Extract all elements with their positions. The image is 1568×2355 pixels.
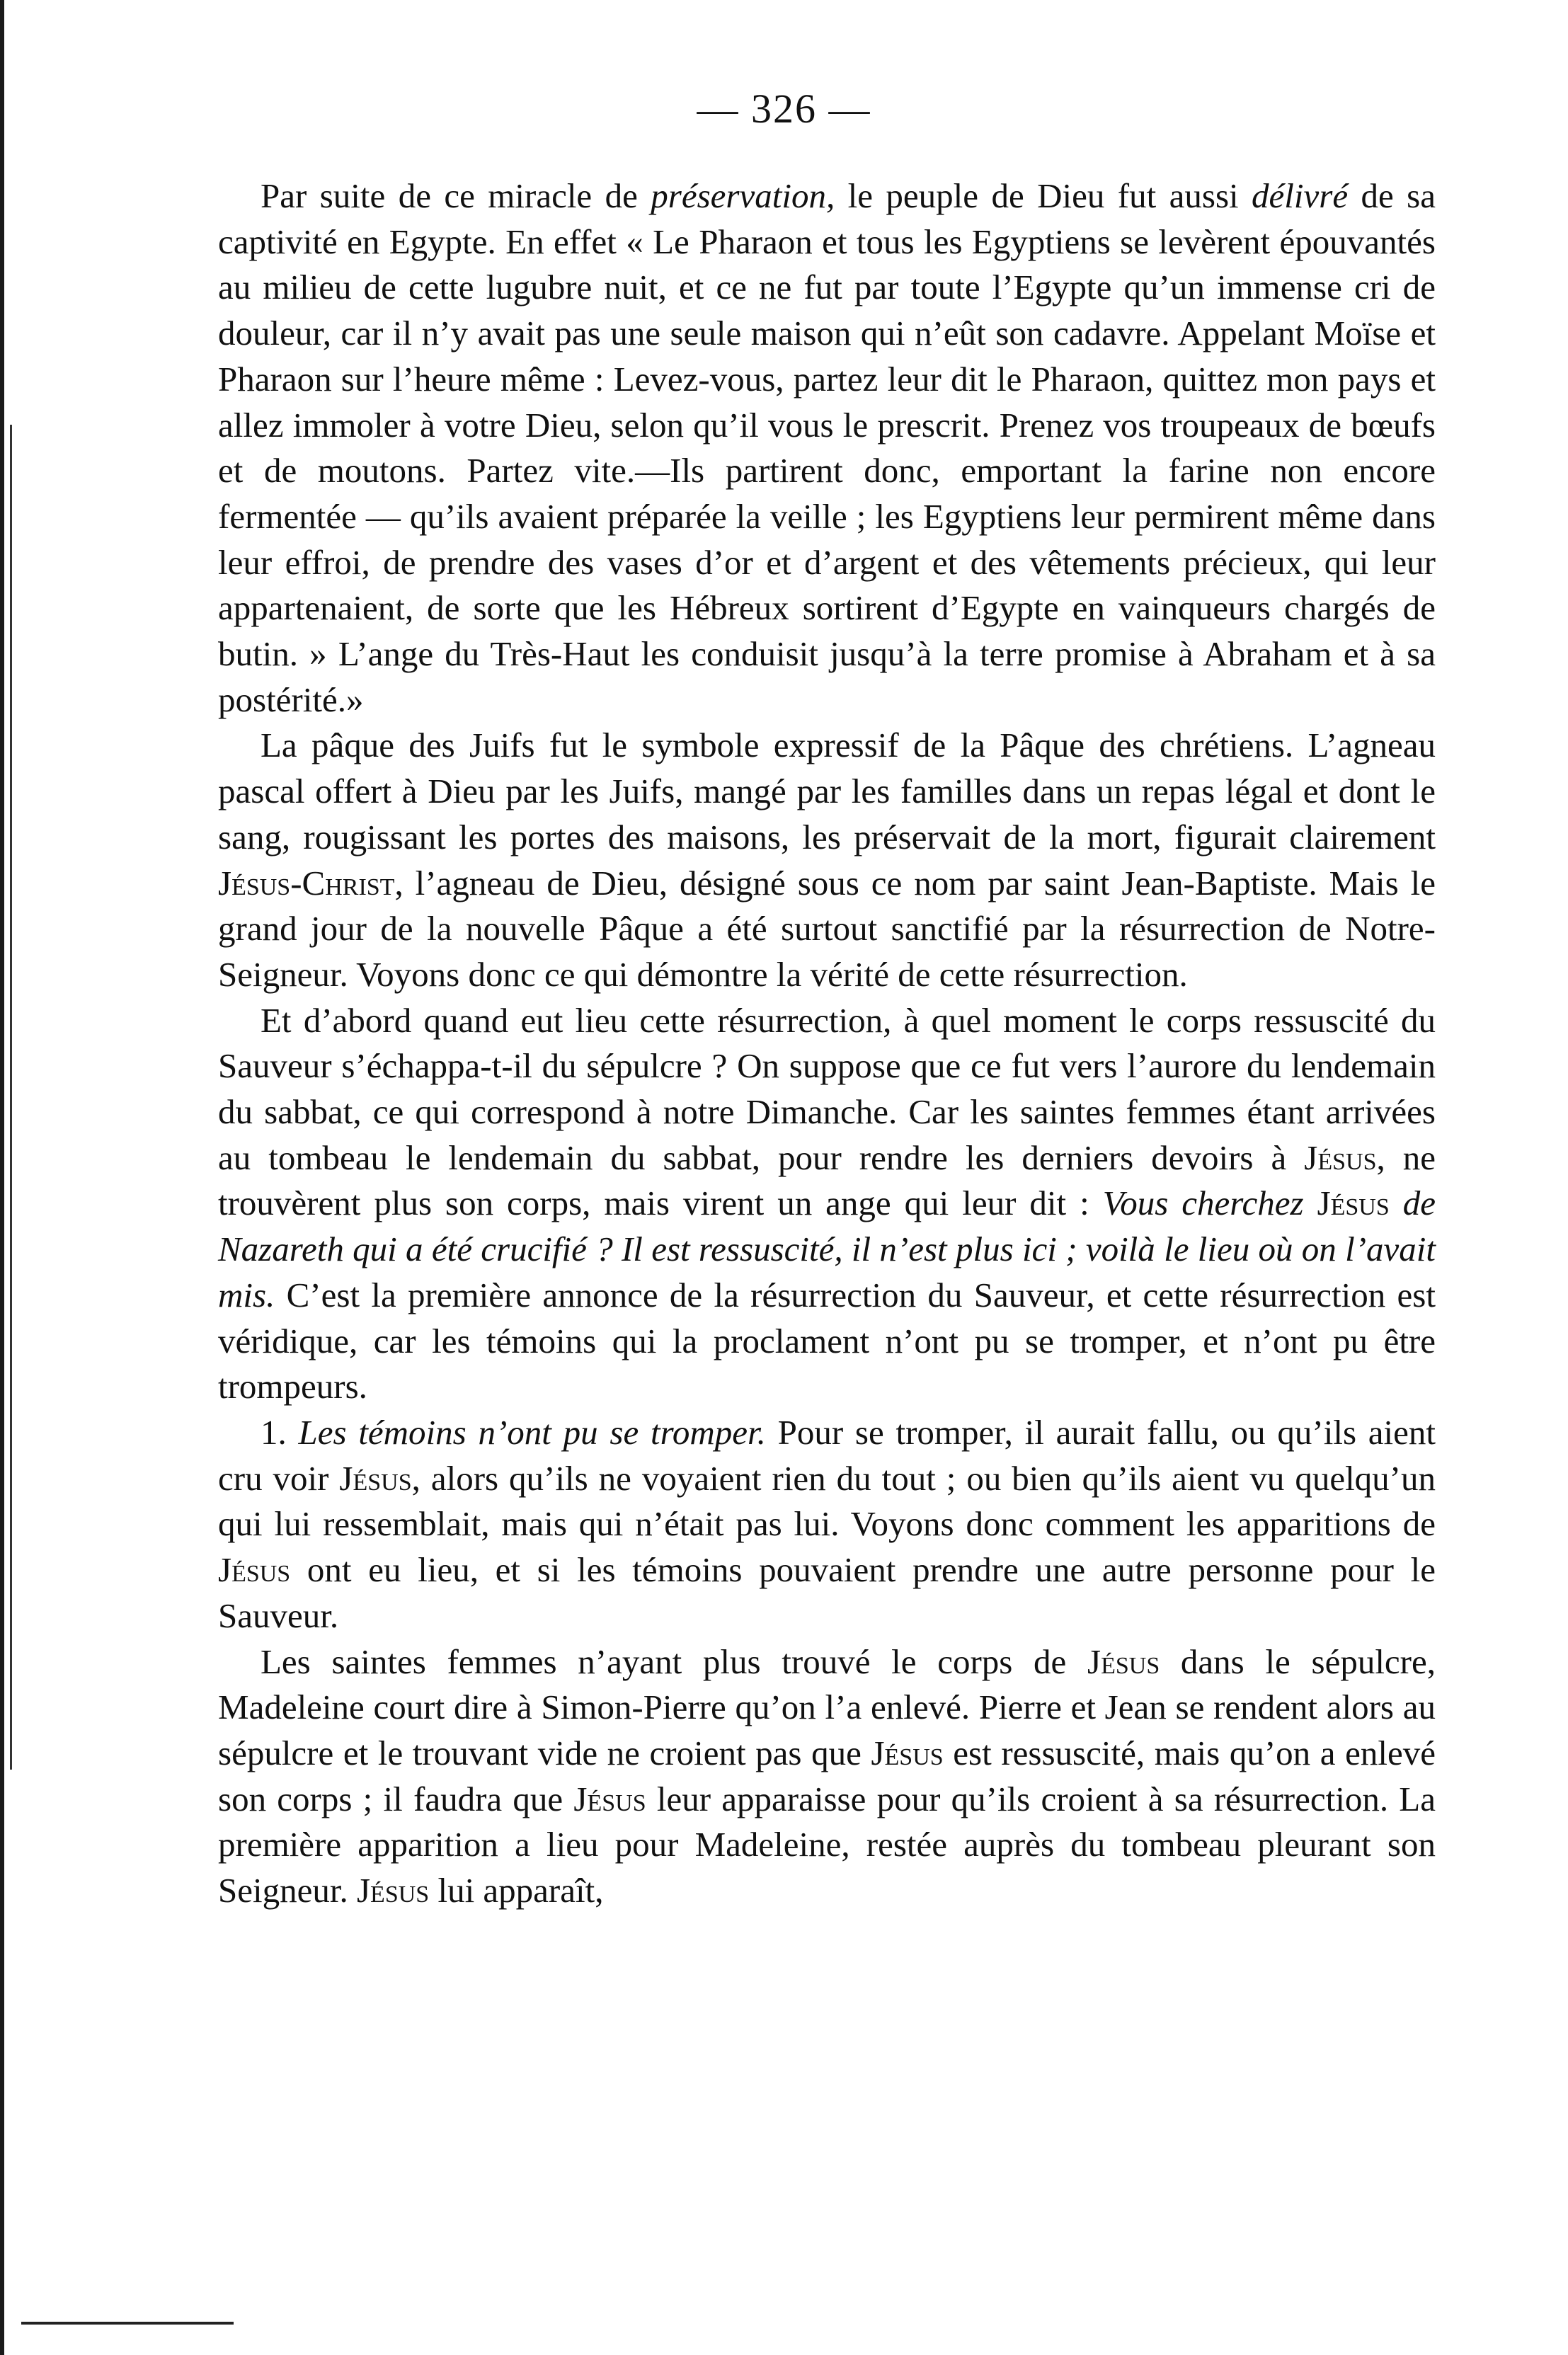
text-run-italic: délivré [1252, 176, 1349, 215]
text-run: , alors qu’ils ne voyaient rien du tout ; ou bien qu’ils aient vu quelqu’un qui lui ressemblait, mais qui n’était pas lui. Voyons donc comment les apparitions de [218, 1458, 1436, 1544]
text-run: ont eu lieu, et si les témoins pouvaient prendre une autre personne pour le Sauveur. [218, 1550, 1436, 1635]
text-run: Pour se tromper, il aurait fallu, ou qu’ils aient cru voir [218, 1412, 1436, 1498]
text-run-italic: de Nazareth qui a été crucifié ? Il est ressuscité, il n’est plus ici ; voilà le lieu où on l’avait mis. [218, 1184, 1436, 1314]
text-run: est ressuscité, mais qu’on a enlevé son corps ; il faudra que [218, 1733, 1436, 1818]
paragraph [218, 1639, 1436, 1914]
text-run: de sa captivité en Egypte. En effet « Le Pharaon et tous les Egyptiens se levèrent épouvantés au milieu de cette lugubre nuit, et ce ne fut par toute l’Egypte qu’un immense cri de douleur, car il n’y avait pas une seule maison qui n’eût son cadavre. Appelant Moïse et Pharaon sur l’heure même : Levez-vous, partez leur dit le Pharaon, quittez mon pays et allez immoler à votre Dieu, selon qu’il vous le prescrit. Prenez vos troupeaux de bœufs et de moutons. Partez vite.—Ils partirent donc, emportant la farine non encore fermentée — qu’ils avaient préparée la veille ; les Egyptiens leur permirent même dans leur effroi, de prendre des vases d’or et d’argent et des vêtements précieux, qui leur appartenaient, de sorte que les Hébreux sortirent d’Egypte en vainqueurs chargés de butin. » L’ange du Très-Haut les conduisit jusqu’à la terre promise à Abraham et à sa postérité.» [218, 176, 1436, 719]
text-run-smallcaps: Jésus [573, 1779, 646, 1818]
paragraph [218, 998, 1436, 1410]
text-run-smallcaps: Jésus [1317, 1184, 1390, 1223]
text-run: C’est la première annonce de la résurrection du Sauveur, et cette résurrection est véridique, car les témoins qui la proclament n’ont pu se tromper, et n’ont pu être trompeurs. [218, 1275, 1436, 1406]
text-run-smallcaps: Jésus [339, 1458, 412, 1498]
text-run-smallcaps: Jésus-Christ [218, 863, 395, 903]
bottom-rule [21, 2322, 234, 2325]
text-run-smallcaps: Jésus [356, 1871, 430, 1910]
text-run-smallcaps: Jésus [1304, 1138, 1377, 1177]
text-run: leur apparaisse pour qu’ils croient à sa résurrection. La première apparition a lieu pour Madeleine, restée auprès du tombeau pleurant son Seigneur. [218, 1779, 1436, 1910]
page-binding-line [10, 425, 12, 1770]
text-run: La pâque des Juifs fut le symbole expressif de la Pâque des chrétiens. L’agneau pascal offert à Dieu par les Juifs, mangé par les familles dans un repas légal et dont le sang, rougissant les portes des maisons, les préservait de la mort, figurait clairement [218, 726, 1436, 856]
body-text [218, 173, 1436, 1914]
text-run-smallcaps: Jésus [1087, 1641, 1160, 1681]
text-run: Et d’abord quand eut lieu cette résurrection, à quel moment le corps ressuscité du Sauveur s’échappa-t-il du sépulcre ? On suppose que ce fut vers l’aurore du lendemain du sabbat, ce qui correspond à notre Dimanche. Car les saintes femmes étant arrivées au tombeau le lendemain du sabbat, pour rendre les derniers devoirs à [218, 1000, 1436, 1177]
text-run-smallcaps: Jésus [871, 1733, 944, 1772]
page-number: — 326 — [697, 86, 871, 132]
page-edge-shadow [0, 0, 4, 2355]
text-run-italic: Vous cherchez [1102, 1184, 1317, 1223]
text-run: lui apparaît, [429, 1871, 604, 1910]
text-run: Par suite de ce miracle de [261, 176, 651, 215]
text-run: , l’agneau de Dieu, désigné sous ce nom par saint Jean-Baptiste. Mais le grand jour de la nouvelle Pâque a été surtout sanctifié par la résurrection de Notre-Seigneur. Voyons donc ce qui démontre la vérité de cette résurrection. [218, 863, 1436, 994]
text-run-italic: préservation, [651, 176, 835, 215]
text-run: 1. [261, 1412, 299, 1452]
text-run: le peuple de Dieu fut aussi [835, 176, 1252, 215]
text-run-smallcaps: Jésus [218, 1550, 291, 1590]
text-run-italic: Les témoins n’ont pu se tromper. [298, 1412, 766, 1452]
paragraph [218, 1410, 1436, 1639]
text-run: dans le sépulcre, Madeleine court dire à Simon-Pierre qu’on l’a enlevé. Pierre et Jean se rendent alors au sépulcre et le trouvant vide ne croient pas que [218, 1641, 1436, 1772]
paragraph [218, 723, 1436, 997]
text-run: , ne trouvèrent plus son corps, mais virent un ange qui leur dit : [218, 1138, 1436, 1223]
text-run: Les saintes femmes n’ayant plus trouvé le corps de [261, 1641, 1088, 1681]
paragraph [218, 173, 1436, 723]
